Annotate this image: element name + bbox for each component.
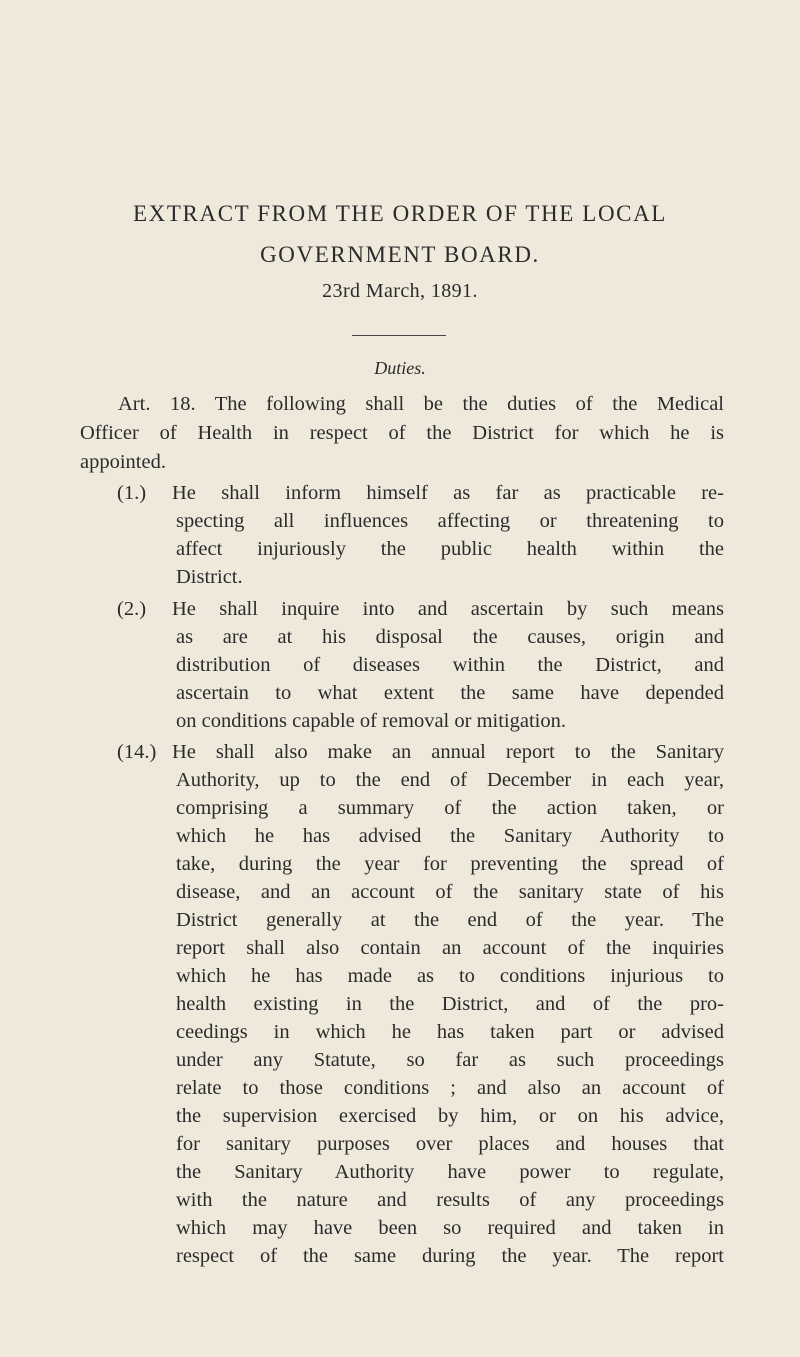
- intro-line: appointed.: [80, 451, 166, 473]
- intro-line: Art. 18. The following shall be the duties of the Medical: [118, 393, 724, 415]
- section-divider: [352, 335, 446, 336]
- item-line: ascertain to what extent the same have depended: [176, 682, 724, 704]
- item-line: which may have been so required and taken in: [176, 1217, 724, 1239]
- item-line: take, during the year for preventing the spread of: [176, 853, 724, 875]
- item-number: (1.): [117, 482, 147, 504]
- item-line: under any Statute, so far as such proceedings: [176, 1049, 724, 1071]
- item-line: with the nature and results of any proceedings: [176, 1189, 724, 1211]
- item-line: report shall also contain an account of the inquiries: [176, 937, 724, 959]
- item-line: disease, and an account of the sanitary state of his: [176, 881, 724, 903]
- document-title-line-1: EXTRACT FROM THE ORDER OF THE LOCAL: [133, 201, 667, 226]
- section-heading: Duties.: [374, 358, 426, 378]
- item-line: for sanitary purposes over places and houses that: [176, 1133, 724, 1155]
- item-line: the Sanitary Authority have power to regulate,: [176, 1161, 724, 1183]
- item-line: He shall inquire into and ascertain by such means: [172, 598, 724, 620]
- document-date: 23rd March, 1891.: [322, 280, 478, 302]
- item-line: He shall also make an annual report to the Sanitary: [172, 741, 724, 763]
- item-line: health existing in the District, and of the pro-: [176, 993, 724, 1015]
- document-title-line-2: GOVERNMENT BOARD.: [260, 242, 540, 267]
- item-line: respect of the same during the year. The report: [176, 1245, 724, 1267]
- item-line: comprising a summary of the action taken, or: [176, 797, 724, 819]
- item-line: relate to those conditions ; and also an account of: [176, 1077, 724, 1099]
- intro-line: Officer of Health in respect of the District for which he is: [80, 422, 724, 444]
- item-line: Authority, up to the end of December in each year,: [176, 769, 724, 791]
- item-line: He shall inform himself as far as practicable re-: [172, 482, 724, 504]
- item-line: affect injuriously the public health within the: [176, 538, 724, 560]
- item-number: (14.): [117, 741, 157, 763]
- item-line: District generally at the end of the year. The: [176, 909, 724, 931]
- item-line: specting all influences affecting or threatening to: [176, 510, 724, 532]
- item-line: which he has advised the Sanitary Authority to: [176, 825, 724, 847]
- item-line: distribution of diseases within the District, and: [176, 654, 724, 676]
- item-line: which he has made as to conditions injurious to: [176, 965, 724, 987]
- item-line: ceedings in which he has taken part or advised: [176, 1021, 724, 1043]
- item-number: (2.): [117, 598, 147, 620]
- item-line: as are at his disposal the causes, origin and: [176, 626, 724, 648]
- item-line: the supervision exercised by him, or on his advice,: [176, 1105, 724, 1127]
- item-line: District.: [176, 566, 243, 588]
- item-line: on conditions capable of removal or mitigation.: [176, 710, 566, 732]
